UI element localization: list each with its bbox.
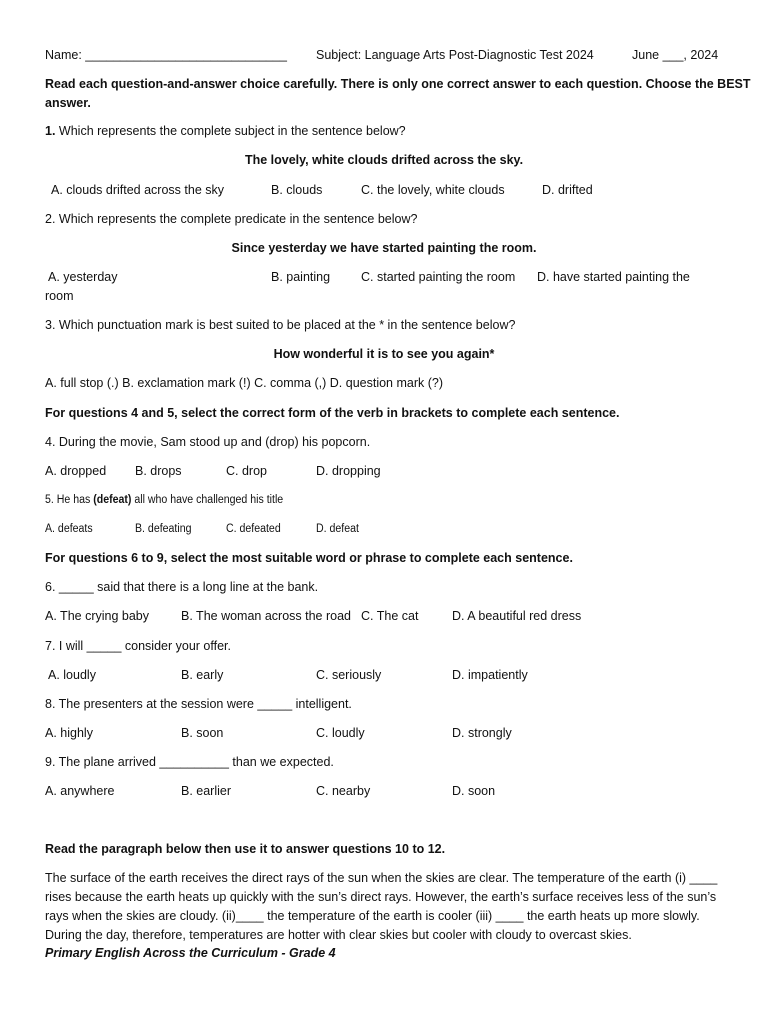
question-4-text: 4. During the movie, Sam stood up and (drop) his popcorn. xyxy=(45,435,371,449)
question-2-sentence: Since yesterday we have started painting the room. xyxy=(231,241,537,255)
name-field: Name: _____________________________ xyxy=(45,48,287,62)
q4-option-a: A. dropped xyxy=(45,464,107,478)
q2-option-a: A. yesterday xyxy=(48,270,118,284)
q8-option-c: C. loudly xyxy=(316,726,365,740)
question-1-text: Which represents the complete subject in the sentence below? xyxy=(55,124,406,138)
q6-option-a: A. The crying baby xyxy=(45,609,149,623)
date-field: June ___, 2024 xyxy=(632,48,719,62)
q9-option-b: B. earlier xyxy=(181,784,232,798)
q5-option-a: A. defeats xyxy=(45,523,93,535)
q5-option-b: B. defeating xyxy=(135,523,192,535)
question-9-text: 9. The plane arrived __________ than we expected. xyxy=(45,755,334,769)
q6-option-c: C. The cat xyxy=(361,609,419,623)
q9-option-c: C. nearby xyxy=(316,784,371,798)
q2-option-c: C. started painting the room xyxy=(361,270,516,284)
instructions-continued: answer. xyxy=(45,96,91,110)
reading-paragraph: The surface of the earth receives the direct rays of the sun when the skies are clear. The temperature of the earth (i) ____ rises because the earth heats up quickly with the sun’s direct rays. However, the earth’s surface receives less of the sun’s rays when the skies are cloudy. (ii)____ the temperature of the earth is cooler (iii) ____ the earth heats up more slowly. During the day, therefore, temperatures are hotter with clear skies but cooler with cloudy to overcast skies. xyxy=(45,871,718,942)
footer-title: Primary English Across the Curriculum - Grade 4 xyxy=(45,946,336,960)
q5-option-d: D. defeat xyxy=(316,523,359,535)
q5-option-c: C. defeated xyxy=(226,523,281,535)
instructions: Read each question-and-answer choice carefully. There is only one correct answer to each question. Choose the BEST xyxy=(45,77,751,91)
question-1-sentence: The lovely, white clouds drifted across the sky. xyxy=(244,153,524,167)
section-heading-4-5: For questions 4 and 5, select the correct form of the verb in brackets to complete each sentence. xyxy=(45,406,620,420)
q9-option-a: A. anywhere xyxy=(45,784,115,798)
question-5-post: all who have challenged his title xyxy=(131,494,284,506)
question-2-text: 2. Which represents the complete predicate in the sentence below? xyxy=(45,212,418,226)
q7-option-a: A. loudly xyxy=(48,668,96,682)
q7-option-c: C. seriously xyxy=(316,668,382,682)
q1-option-d: D. drifted xyxy=(542,183,593,197)
q8-option-b: B. soon xyxy=(181,726,224,740)
q7-option-b: B. early xyxy=(181,668,224,682)
section-heading-6-9: For questions 6 to 9, select the most suitable word or phrase to complete each sentence. xyxy=(45,551,573,565)
question-3-sentence: How wonderful it is to see you again* xyxy=(273,347,495,361)
question-5-pre: 5. He has xyxy=(45,494,94,506)
q6-option-b: B. The woman across the road xyxy=(181,609,351,623)
q4-option-b: B. drops xyxy=(135,464,182,478)
q8-option-d: D. strongly xyxy=(452,726,512,740)
q4-option-c: C. drop xyxy=(226,464,267,478)
question-1 xyxy=(45,123,406,139)
q6-option-d: D. A beautiful red dress xyxy=(452,609,582,623)
question-5 xyxy=(45,492,283,508)
q2-option-d: D. have started painting the xyxy=(537,270,690,284)
q1-option-c: C. the lovely, white clouds xyxy=(361,183,505,197)
q9-option-d: D. soon xyxy=(452,784,496,798)
q1-option-b: B. clouds xyxy=(271,183,323,197)
question-8-text: 8. The presenters at the session were _____ intelligent. xyxy=(45,697,352,711)
subject-line: Subject: Language Arts Post-Diagnostic Test 2024 xyxy=(316,48,594,62)
question-1-number: 1. xyxy=(45,124,56,138)
q8-option-a: A. highly xyxy=(45,726,93,740)
question-6-text: 6. _____ said that there is a long line at the bank. xyxy=(45,580,319,594)
section-heading-10-12: Read the paragraph below then use it to answer questions 10 to 12. xyxy=(45,842,446,856)
question-7-text: 7. I will _____ consider your offer. xyxy=(45,639,231,653)
q4-option-d: D. dropping xyxy=(316,464,381,478)
q7-option-d: D. impatiently xyxy=(452,668,528,682)
q2-option-b: B. painting xyxy=(271,270,331,284)
question-3-text: 3. Which punctuation mark is best suited to be placed at the * in the sentence below? xyxy=(45,318,516,332)
q3-options: A. full stop (.) B. exclamation mark (!) C. comma (,) D. question mark (?) xyxy=(45,376,444,390)
question-5-verb: (defeat) xyxy=(93,494,132,506)
q2-option-d-continued: room xyxy=(45,289,74,303)
q1-option-a: A. clouds drifted across the sky xyxy=(51,183,224,197)
